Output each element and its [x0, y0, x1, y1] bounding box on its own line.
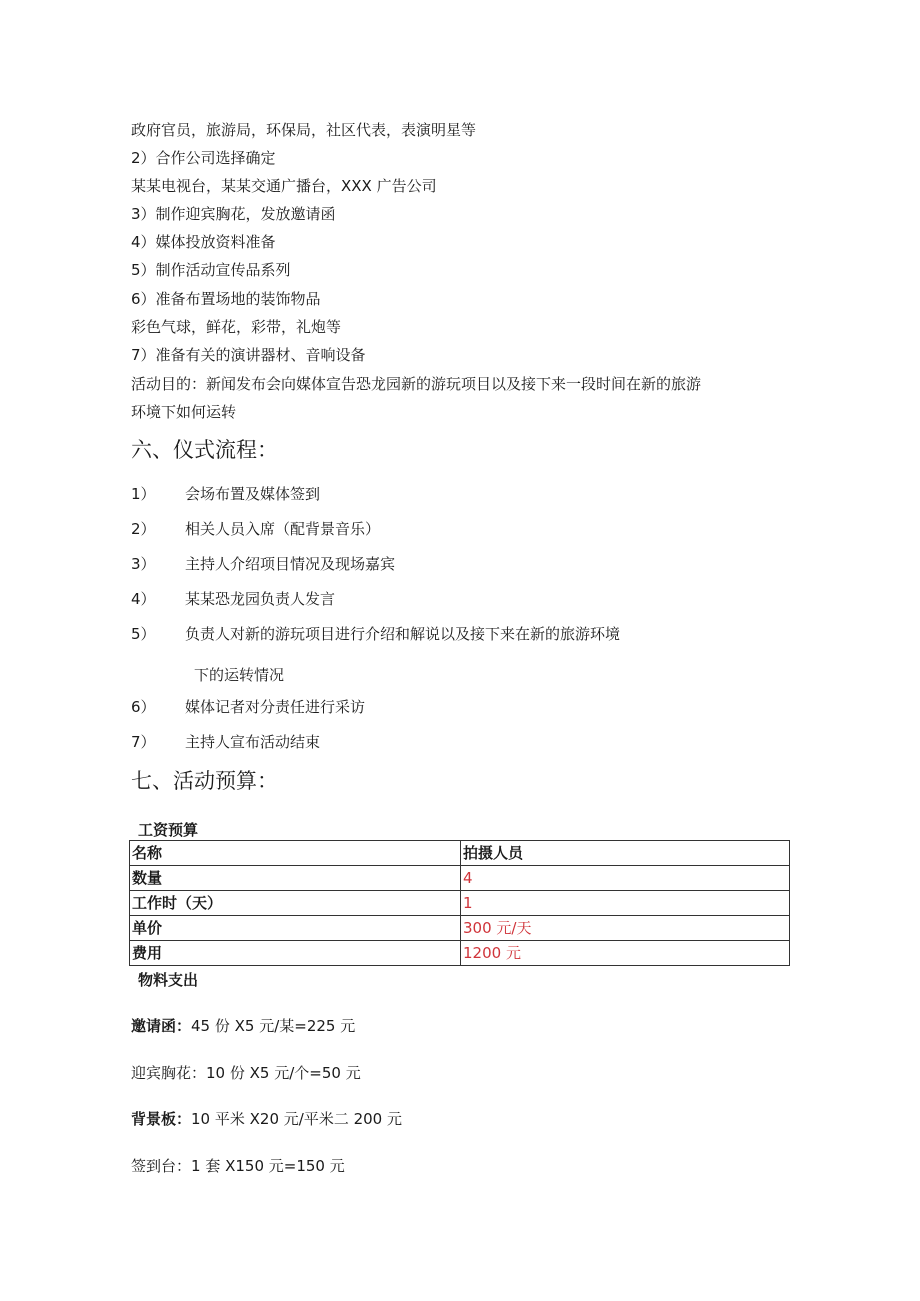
table-cell-value: 4	[461, 866, 790, 891]
intro-line: 6）准备布置场地的装饰物品	[131, 290, 321, 308]
section-heading-budget: 七、活动预算：	[131, 769, 278, 793]
list-item-continuation: 下的运转情况	[194, 666, 285, 684]
table-row	[130, 866, 790, 891]
expense-detail: 10 份 X5 元/个=50 元	[206, 1064, 361, 1082]
table-row	[130, 841, 790, 866]
expense-label: 邀请函：	[131, 1017, 192, 1035]
list-item-number: 2）	[131, 520, 156, 538]
list-item-text: 相关人员入席（配背景音乐）	[185, 520, 381, 538]
list-item-number: 4）	[131, 590, 156, 608]
list-item-text: 主持人宣布活动结束	[185, 733, 321, 751]
list-item-number: 1）	[131, 485, 156, 503]
salary-budget-table	[129, 840, 790, 966]
table-row	[130, 916, 790, 941]
table-cell-value: 1200 元	[461, 941, 790, 966]
expense-line	[131, 1016, 355, 1036]
expense-line	[131, 1063, 361, 1083]
list-item-text: 主持人介绍项目情况及现场嘉宾	[185, 555, 396, 573]
list-item-number: 3）	[131, 555, 156, 573]
expense-detail: 45 份 X5 元/某=225 元	[191, 1017, 356, 1035]
intro-line: 7）准备有关的演讲器材、音响设备	[131, 346, 366, 364]
intro-line: 政府官员，旅游局，环保局，社区代表，表演明星等	[131, 121, 477, 139]
list-item-text: 媒体记者对分责任进行采访	[185, 698, 366, 716]
intro-line: 彩色气球，鲜花，彩带，礼炮等	[131, 318, 342, 336]
expense-detail: 1 套 X150 元=150 元	[191, 1157, 345, 1175]
intro-line: 4）媒体投放资料准备	[131, 233, 276, 251]
section-heading-ceremony: 六、仪式流程：	[131, 438, 278, 462]
expense-label: 背景板：	[131, 1110, 192, 1128]
expense-line	[131, 1109, 402, 1129]
expense-label: 签到台：	[131, 1157, 192, 1175]
intro-line: 某某电视台，某某交通广播台，XXX 广告公司	[131, 177, 437, 195]
table-cell-key: 工作时（天）	[130, 891, 461, 916]
expense-detail: 10 平米 X20 元/平米二 200 元	[191, 1110, 402, 1128]
list-item-text: 某某恐龙园负责人发言	[185, 590, 336, 608]
table-cell-key: 数量	[130, 866, 461, 891]
intro-line: 活动目的：新闻发布会向媒体宣告恐龙园新的游玩项目以及接下来一段时间在新的旅游	[131, 375, 702, 393]
list-item-text: 会场布置及媒体签到	[185, 485, 321, 503]
intro-line: 2）合作公司选择确定	[131, 149, 276, 167]
list-item-number: 6）	[131, 698, 156, 716]
table-cell-key: 名称	[130, 841, 461, 866]
expense-label: 迎宾胸花：	[131, 1064, 207, 1082]
table-caption-salary: 工资预算	[138, 821, 199, 839]
list-item-text: 负责人对新的游玩项目进行介绍和解说以及接下来在新的旅游环境	[185, 625, 621, 643]
section-caption-materials: 物料支出	[138, 971, 199, 989]
intro-line: 5）制作活动宣传品系列	[131, 261, 291, 279]
table-cell-key: 费用	[130, 941, 461, 966]
table-cell-key: 单价	[130, 916, 461, 941]
table-cell-value: 拍摄人员	[461, 841, 790, 866]
expense-line	[131, 1156, 345, 1176]
table-row	[130, 891, 790, 916]
list-item-number: 7）	[131, 733, 156, 751]
intro-line: 环境下如何运转	[131, 403, 237, 421]
table-cell-value: 300 元/天	[461, 916, 790, 941]
intro-line: 3）制作迎宾胸花，发放邀请函	[131, 205, 336, 223]
table-row	[130, 941, 790, 966]
table-cell-value: 1	[461, 891, 790, 916]
list-item-number: 5）	[131, 625, 156, 643]
